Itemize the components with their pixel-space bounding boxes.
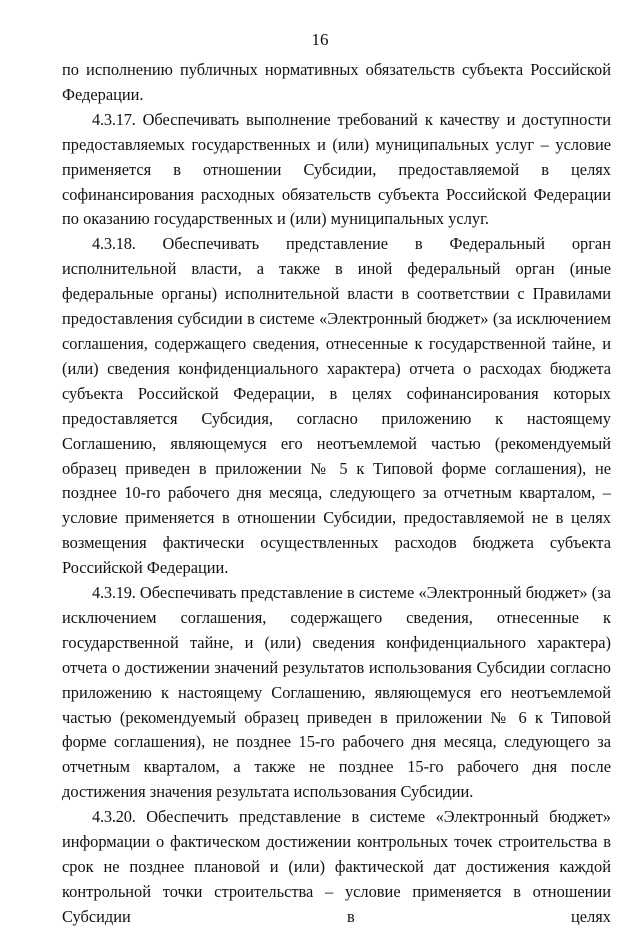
paragraph-text: Обеспечить представление в системе «Электронный бюджет» информации о фактическом достижении контрольных точек строительства в срок не позднее плановой и (или) фактической дат достижения каждой контрольной точки строительства – условие применяется в отношении Субсидии в целях [62,807,611,926]
paragraph-4-3-18 [62,232,611,581]
paragraph-text: Обеспечивать представление в системе «Электронный бюджет» (за исключением соглашения, содержащего сведения, отнесенные к государственной тайне, и (или) сведения конфиденциального характера) отчета о достижении значений результатов использования Субсидии согласно приложению к настоящему Соглашению, являющемуся его неотъемлемой частью (рекомендуемый образец приведен в приложении № 6 к Типовой форме соглашения), не позднее 15-го рабочего дня месяца, следующего за отчетным кварталом, а также не позднее 15-го рабочего дня после достижения значения результата использования Субсидии. [62,583,611,802]
paragraph-number: 4.3.20. [92,807,136,827]
paragraph-4-3-17 [62,108,611,233]
paragraph-4-3-20 [62,805,611,930]
document-body [62,58,611,930]
paragraph-number: 4.3.17. [92,109,136,129]
page-number: 16 [311,30,329,49]
paragraph-text: Обеспечивать выполнение требований к качеству и доступности предоставляемых государственных и (или) муниципальных услуг – условие применяется в отношении Субсидии, предоставляемой в целях софинансирования расходных обязательств субъекта Российской Федерации по оказанию государственных и (или) муниципальных услуг. [62,109,611,229]
paragraph-continuation [62,58,611,108]
paragraph-number: 4.3.18. [92,234,136,254]
paragraph-number: 4.3.19. [92,583,136,603]
paragraph-4-3-19 [62,581,611,805]
paragraph-text: по исполнению публичных нормативных обязательств субъекта Российской Федерации. [62,60,611,104]
paragraph-text: Обеспечивать представление в Федеральный орган исполнительной власти, а также в иной федеральный орган (иные федеральные органы) исполнительной власти в соответствии с Правилами предоставления субсидии в системе «Электронный бюджет» (за исключением соглашения, содержащего сведения, отнесенные к государственной тайне, и (или) сведения конфиденциального характера) отчета о расходах бюджета субъекта Российской Федерации, в целях софинансирования которых предоставляется Субсидия, согласно приложению к настоящему Соглашению, являющемуся его неотъемлемой частью (рекомендуемый образец приведен в приложении № 5 к Типовой форме соглашения), не позднее 10-го рабочего дня месяца, следующего за отчетным кварталом, – условие применяется в отношении Субсидии, предоставляемой не в целях возмещения фактически осуществленных расходов бюджета субъекта Российской Федерации. [62,234,611,578]
